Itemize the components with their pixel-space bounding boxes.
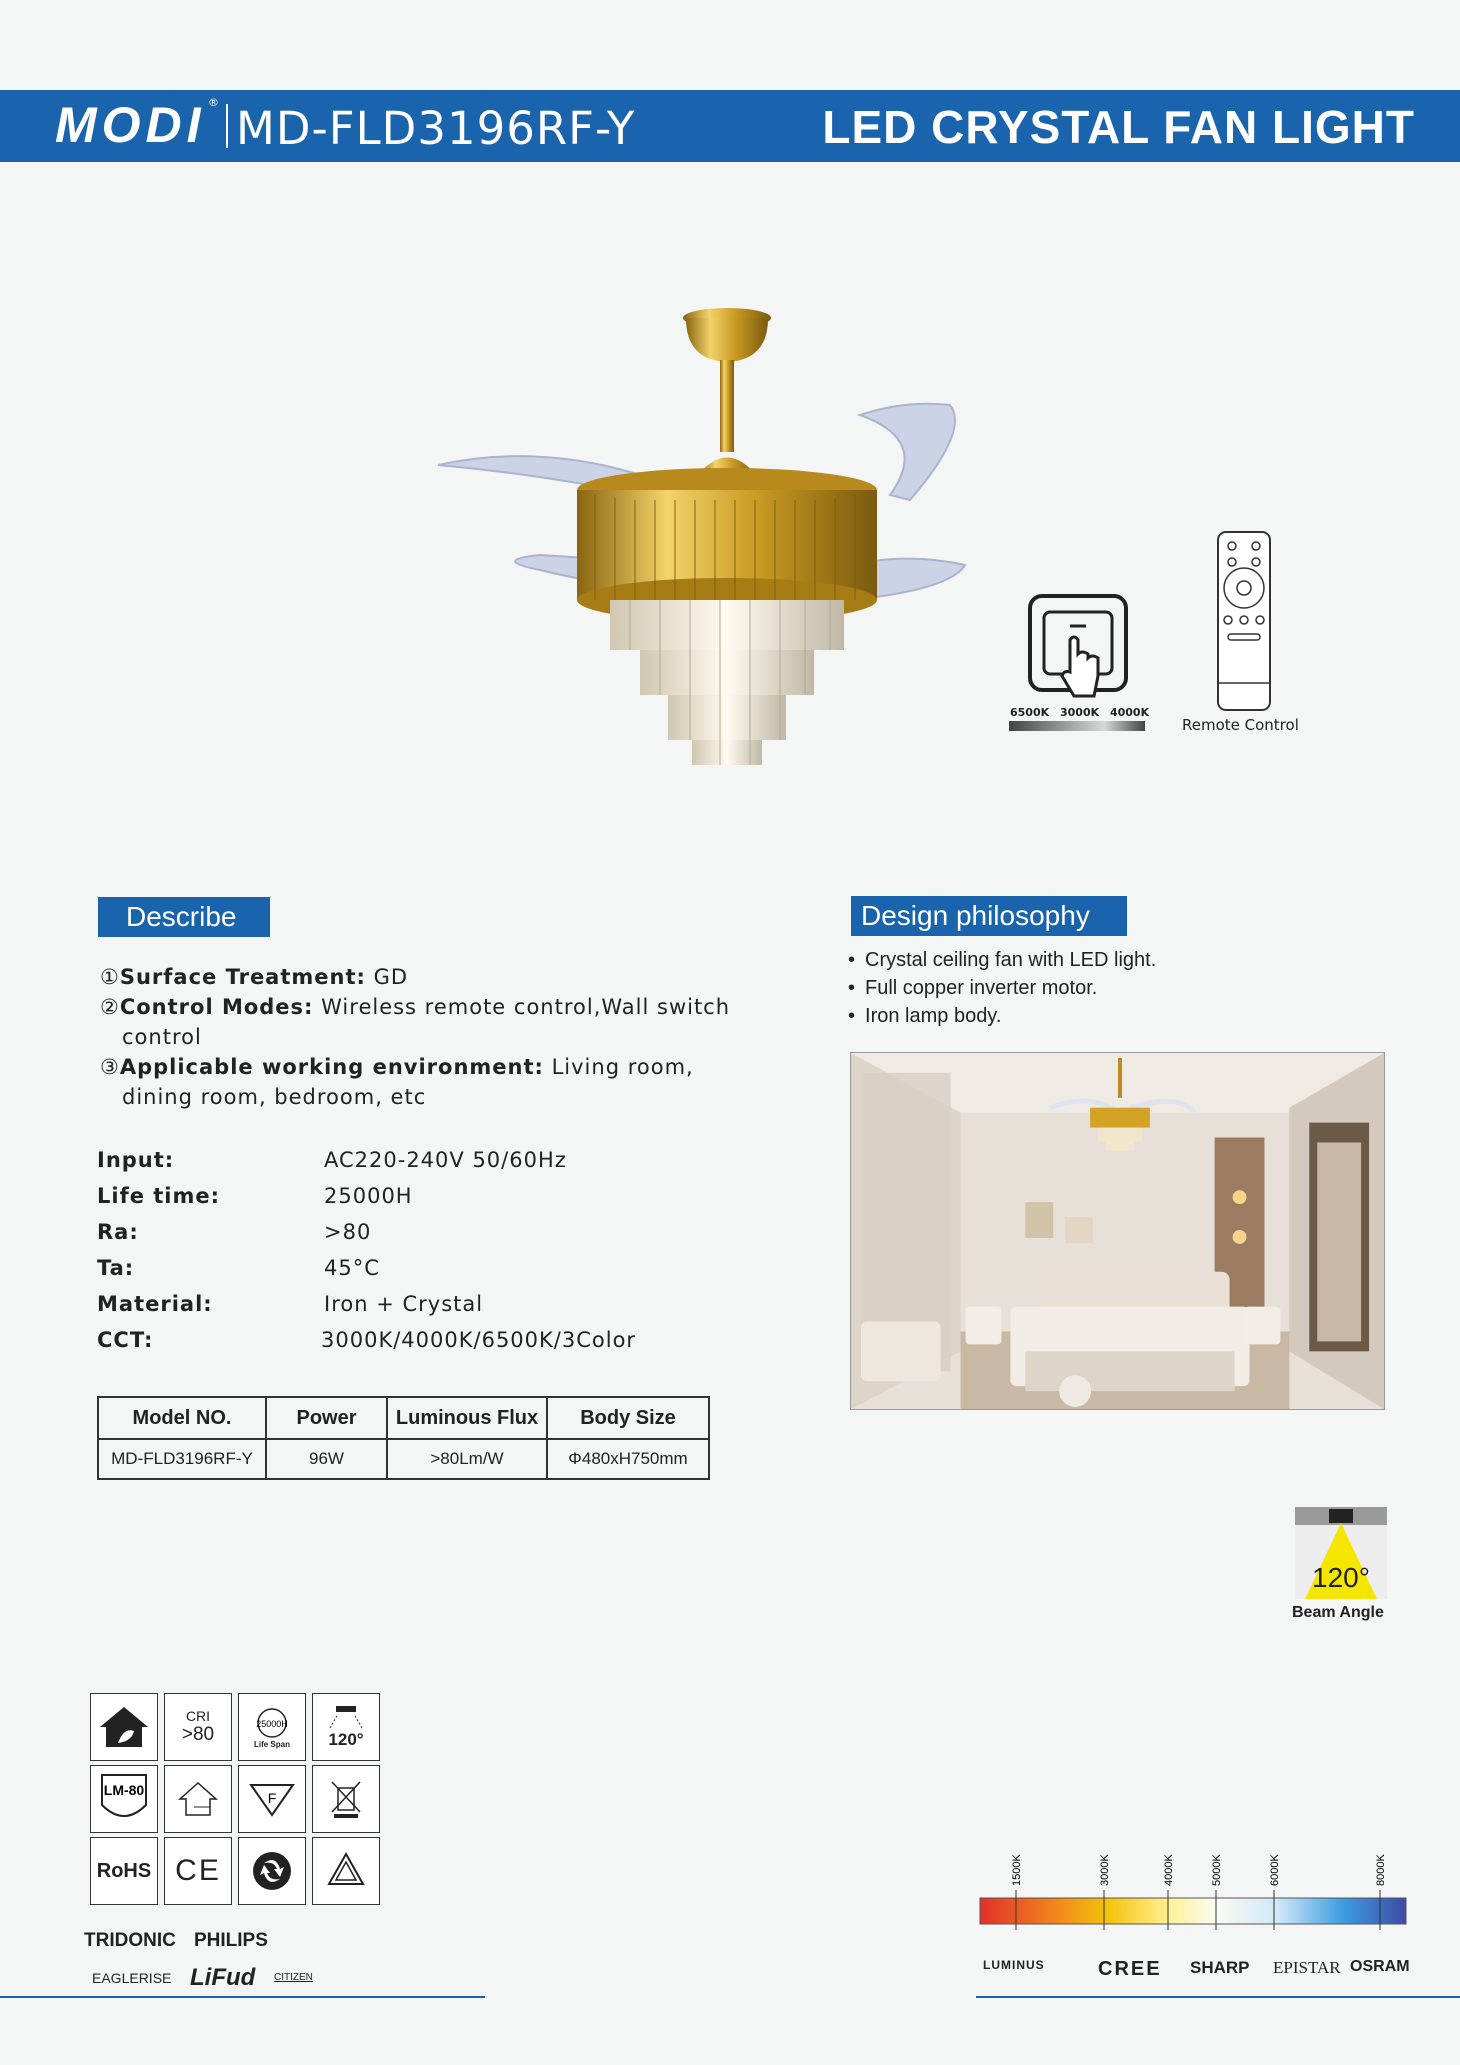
beam-angle-icon xyxy=(1295,1507,1387,1599)
design-section-title: Design philosophy xyxy=(851,896,1127,936)
item-number: ① xyxy=(100,965,120,989)
brand-cree-logo: CREE xyxy=(1098,1958,1162,1980)
describe-item xyxy=(100,1052,760,1112)
fan-light-product-image xyxy=(430,300,990,770)
spec-value: 25000H xyxy=(324,1184,413,1208)
cct-label-4000k: 4000K xyxy=(1109,706,1150,719)
brand-osram-logo: OSRAM xyxy=(1350,1958,1410,1975)
cct-tick-label: 5000K xyxy=(1211,1854,1223,1886)
cct-tick-label: 6000K xyxy=(1269,1854,1281,1886)
spec-label: Ra: xyxy=(97,1220,139,1244)
spec-value: Iron + Crystal xyxy=(324,1292,484,1316)
footer-rule-right xyxy=(976,1996,1460,1998)
rohs-icon xyxy=(90,1837,158,1905)
spec-label: Input: xyxy=(97,1148,175,1172)
spec-label: Ta: xyxy=(97,1256,135,1280)
spec-list xyxy=(97,1148,697,1364)
indoor-use-icon xyxy=(90,1693,158,1761)
describe-item xyxy=(100,992,760,1052)
model-number-title: MD-FLD3196RF-Y xyxy=(236,102,636,155)
spec-label: Material: xyxy=(97,1292,213,1316)
spec-value: AC220-240V 50/60Hz xyxy=(324,1148,567,1172)
angle-value: 120° xyxy=(328,1730,364,1749)
recycle-icon xyxy=(312,1837,380,1905)
list-item: • Crystal ceiling fan with LED light. xyxy=(848,946,1156,974)
beam-angle-label: Beam Angle xyxy=(1292,1604,1384,1621)
brand-logo: MODI xyxy=(55,97,206,153)
rohs-text: RoHS xyxy=(96,1859,152,1882)
item-label: Surface Treatment: xyxy=(119,965,366,989)
weee-bin-icon xyxy=(312,1765,380,1833)
cct-tick-label: 8000K xyxy=(1375,1854,1387,1886)
cct-tick-label: 3000K xyxy=(1099,1854,1111,1886)
item-value: Wireless remote control,Wall switch control xyxy=(122,995,731,1049)
spec-label: Life time: xyxy=(97,1184,221,1208)
product-title: LED CRYSTAL FAN LIGHT xyxy=(822,101,1415,153)
brand-tridonic-logo: TRIDONIC xyxy=(84,1930,176,1951)
header-banner xyxy=(0,90,1460,162)
brand-sharp-logo: SHARP xyxy=(1190,1958,1250,1977)
cri-value: >80 xyxy=(181,1724,215,1745)
remote-control-icon xyxy=(1170,528,1310,738)
cri-label: CRI xyxy=(185,1708,211,1724)
list-item: • Full copper inverter motor. xyxy=(848,974,1156,1002)
model-table xyxy=(97,1396,710,1480)
indoor-house-icon xyxy=(164,1765,232,1833)
brand-luminus-logo: LUMINUS xyxy=(983,1958,1045,1972)
design-list xyxy=(848,946,1156,1030)
cct-switch-labels xyxy=(1010,706,1156,719)
cct-label-3000k: 3000K xyxy=(1059,706,1100,719)
spec-row xyxy=(97,1292,697,1328)
ce-mark-icon xyxy=(164,1837,232,1905)
table-cell: 96W xyxy=(266,1439,387,1479)
item-number: ② xyxy=(100,995,120,1019)
lm80-icon xyxy=(90,1765,158,1833)
lm80-text: LM-80 xyxy=(103,1782,145,1798)
footer-rule-left xyxy=(0,1996,485,1998)
list-item: • Iron lamp body. xyxy=(848,1002,1156,1030)
angle-icon xyxy=(312,1693,380,1761)
cct-label-6500k: 6500K xyxy=(1010,706,1050,719)
spec-row xyxy=(97,1256,697,1292)
brand-philips-logo: PHILIPS xyxy=(194,1930,268,1951)
spec-label: CCT: xyxy=(97,1328,154,1352)
lifespan-label: Life Span xyxy=(253,1739,290,1749)
ce-text: CE xyxy=(175,1854,221,1887)
table-header: Luminous Flux xyxy=(387,1397,547,1439)
spec-value: 45°C xyxy=(324,1256,380,1280)
registered-mark: ® xyxy=(208,96,219,109)
item-label: Control Modes: xyxy=(119,995,314,1019)
table-cell: Φ480xH750mm xyxy=(547,1439,709,1479)
header-divider xyxy=(226,104,228,148)
spec-row xyxy=(97,1184,697,1220)
brand-lifud-logo: LiFud xyxy=(190,1964,256,1991)
green-dot-icon xyxy=(238,1837,306,1905)
brand-citizen-logo: CITIZEN xyxy=(274,1972,313,1983)
cct-gradient-bar xyxy=(1009,721,1145,731)
cct-tick-label: 1500K xyxy=(1011,1854,1023,1886)
lifespan-icon xyxy=(238,1693,306,1761)
color-temperature-scale xyxy=(978,1838,1408,1948)
beam-angle-value: 120° xyxy=(1312,1562,1370,1593)
describe-section-title: Describe xyxy=(98,897,270,937)
spec-value: >80 xyxy=(324,1220,372,1244)
table-row xyxy=(98,1439,709,1479)
bedroom-scene-image xyxy=(850,1052,1385,1410)
spec-value: 3000K/4000K/6500K/3Color xyxy=(321,1328,637,1352)
cri-icon xyxy=(164,1693,232,1761)
brand-eaglerise-logo: EAGLERISE xyxy=(92,1970,172,1986)
item-label: Applicable working environment: xyxy=(119,1055,544,1079)
brand-epistar-logo: EPISTAR xyxy=(1273,1958,1341,1977)
remote-control-label: Remote Control xyxy=(1182,716,1299,734)
spec-row xyxy=(97,1328,697,1364)
f-mark-icon xyxy=(238,1765,306,1833)
describe-item xyxy=(100,962,760,992)
table-cell: MD-FLD3196RF-Y xyxy=(98,1439,266,1479)
item-value: Living room, dining room, bedroom, etc xyxy=(122,1055,694,1109)
item-number: ③ xyxy=(100,1055,120,1079)
lifespan-value: 25000H xyxy=(256,1718,288,1729)
table-cell: >80Lm/W xyxy=(387,1439,547,1479)
svg-text:F: F xyxy=(267,1790,277,1806)
chip-brands xyxy=(983,1958,1413,1988)
table-header: Model NO. xyxy=(98,1397,266,1439)
item-value: GD xyxy=(365,965,409,989)
spec-row xyxy=(97,1148,697,1184)
describe-list xyxy=(100,962,760,1112)
cct-tick-label: 4000K xyxy=(1163,1854,1175,1886)
table-header: Power xyxy=(266,1397,387,1439)
spec-row xyxy=(97,1220,697,1256)
table-header: Body Size xyxy=(547,1397,709,1439)
table-header-row xyxy=(98,1397,709,1439)
